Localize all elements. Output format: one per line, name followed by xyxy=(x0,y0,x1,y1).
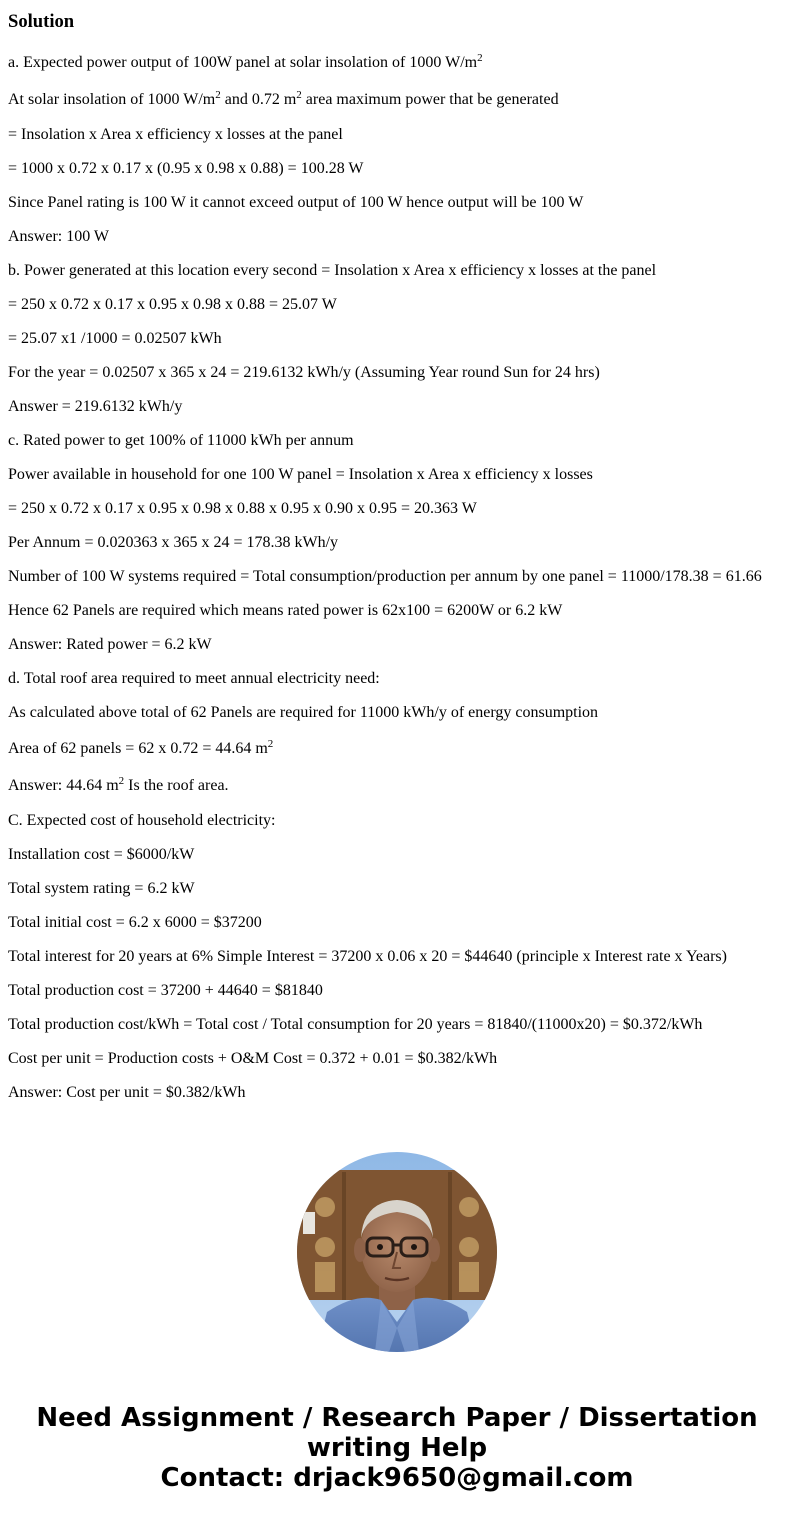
solution-line xyxy=(8,880,786,898)
line-text: Total system rating = 6.2 kW xyxy=(8,880,195,897)
line-text: = 25.07 x1 /1000 = 0.02507 kWh xyxy=(8,330,222,347)
line-text: Is the roof area. xyxy=(124,777,229,794)
solution-line xyxy=(8,914,786,932)
line-text: Answer: Cost per unit = $0.382/kWh xyxy=(8,1084,246,1101)
line-text: Total interest for 20 years at 6% Simple Interest = 37200 x 0.06 x 20 = $44640 (principle x Interest rate x Years) xyxy=(8,948,727,965)
solution-line xyxy=(8,812,786,830)
solution-line xyxy=(8,636,786,654)
superscript: 2 xyxy=(477,52,483,64)
solution-line xyxy=(8,1084,786,1102)
line-text: As calculated above total of 62 Panels are required for 11000 kWh/y of energy consumption xyxy=(8,704,599,721)
banner-contact-line: Contact: drjack9650@gmail.com xyxy=(160,1463,634,1493)
line-text: Installation cost = $6000/kW xyxy=(8,846,195,863)
solution-line xyxy=(8,466,786,484)
line-text: Area of 62 panels = 62 x 0.72 = 44.64 m xyxy=(8,740,268,757)
solution-line xyxy=(8,228,786,246)
document-body xyxy=(8,8,786,1118)
line-text: Per Annum = 0.020363 x 365 x 24 = 178.38 kWh/y xyxy=(8,534,339,551)
author-photo xyxy=(297,1152,497,1352)
line-text: C. Expected cost of household electricity: xyxy=(8,812,276,829)
portrait-image xyxy=(297,1152,497,1352)
line-text: c. Rated power to get 100% of 11000 kWh per annum xyxy=(8,432,354,449)
line-text: At solar insolation of 1000 W/m xyxy=(8,91,216,108)
line-text: and 0.72 m xyxy=(220,91,297,108)
line-text: = 250 x 0.72 x 0.17 x 0.95 x 0.98 x 0.88 x 0.95 x 0.90 x 0.95 = 20.363 W xyxy=(8,500,477,517)
line-text: Answer = 219.6132 kWh/y xyxy=(8,398,183,415)
superscript: 2 xyxy=(267,738,274,750)
solution-line xyxy=(8,296,786,314)
line-text: Hence 62 Panels are required which means rated power is 62x100 = 6200W or 6.2 kW xyxy=(8,602,563,619)
superscript: 2 xyxy=(296,89,302,101)
line-text: = 250 x 0.72 x 0.17 x 0.95 x 0.98 x 0.88 = 25.07 W xyxy=(8,296,337,313)
contact-banner xyxy=(0,1403,794,1493)
line-text: area maximum power that be generated xyxy=(301,91,559,108)
solution-line xyxy=(8,704,786,722)
solution-line xyxy=(8,846,786,864)
line-text: Total production cost = 37200 + 44640 = $81840 xyxy=(8,982,323,999)
line-text: Answer: Rated power = 6.2 kW xyxy=(8,636,212,653)
solution-line xyxy=(8,1016,786,1034)
solution-line xyxy=(8,89,786,111)
solution-line xyxy=(8,602,786,620)
line-text: Answer: 44.64 m xyxy=(8,777,119,794)
line-text: b. Power generated at this location every second = Insolation x Area x efficiency x losses at the panel xyxy=(8,262,657,279)
line-text: Since Panel rating is 100 W it cannot exceed output of 100 W hence output will be 100 W xyxy=(8,194,584,211)
banner-line-1: Need Assignment / Research Paper / Dissertation xyxy=(36,1403,758,1433)
solution-line xyxy=(8,126,786,144)
line-text: = Insolation x Area x efficiency x losses at the panel xyxy=(8,126,343,143)
solution-line xyxy=(8,364,786,382)
solution-line xyxy=(8,534,786,552)
superscript: 2 xyxy=(215,89,221,101)
solution-line xyxy=(8,52,786,74)
line-text: Answer: 100 W xyxy=(8,228,110,245)
solution-line xyxy=(8,982,786,1000)
line-text: Cost per unit = Production costs + O&M Cost = 0.372 + 0.01 = $0.382/kWh xyxy=(8,1050,498,1067)
line-text: = 1000 x 0.72 x 0.17 x (0.95 x 0.98 x 0.88) = 100.28 W xyxy=(8,160,364,177)
solution-line xyxy=(8,1050,786,1068)
solution-line xyxy=(8,194,786,212)
banner-line-2: writing Help xyxy=(306,1433,488,1463)
solution-line xyxy=(8,670,786,688)
solution-line xyxy=(8,160,786,178)
line-text: Total initial cost = 6.2 x 6000 = $37200 xyxy=(8,914,262,931)
solution-line xyxy=(8,568,786,586)
superscript: 2 xyxy=(118,775,125,787)
solution-line xyxy=(8,330,786,348)
line-text: d. Total roof area required to meet annual electricity need: xyxy=(8,670,380,687)
solution-line xyxy=(8,262,786,280)
solution-line xyxy=(8,398,786,416)
line-text: Power available in household for one 100 W panel = Insolation x Area x efficiency x losses xyxy=(8,466,593,483)
solution-line xyxy=(8,775,786,797)
line-text: Total production cost/kWh = Total cost / Total consumption for 20 years = 81840/(11000x20) = $0.372/kWh xyxy=(8,1016,703,1033)
line-text: For the year = 0.02507 x 365 x 24 = 219.6132 kWh/y (Assuming Year round Sun for 24 hrs) xyxy=(8,364,600,381)
line-text: Number of 100 W systems required = Total consumption/production per annum by one panel = 11000/178.38 = 61.66 xyxy=(8,568,762,585)
solution-line xyxy=(8,738,786,760)
page-title: Solution xyxy=(8,11,75,32)
line-text: a. Expected power output of 100W panel at solar insolation of 1000 W/m xyxy=(8,54,478,71)
solution-lines xyxy=(8,52,786,1102)
solution-line xyxy=(8,500,786,518)
solution-line xyxy=(8,948,786,966)
solution-line xyxy=(8,432,786,450)
